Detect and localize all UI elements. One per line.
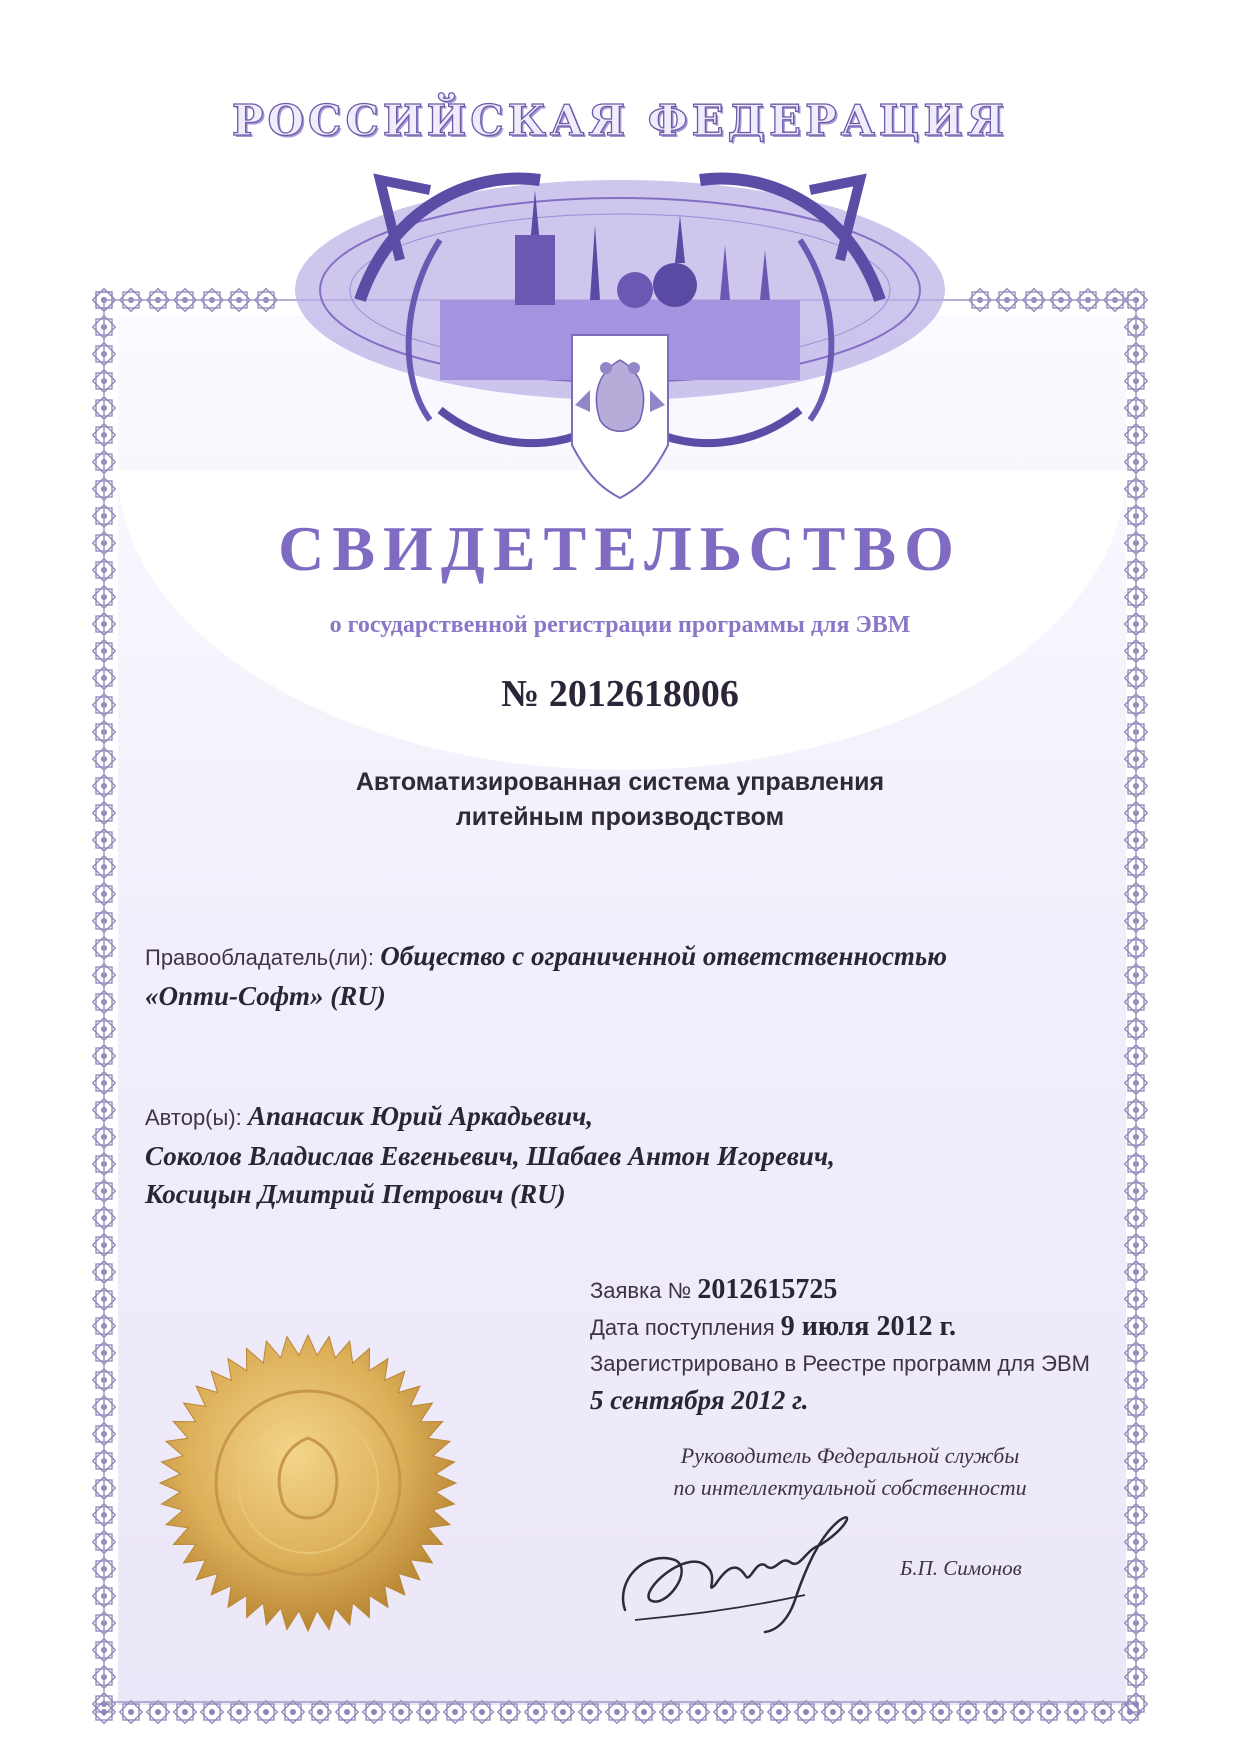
border-star	[1119, 1701, 1142, 1724]
border-star	[1092, 1701, 1115, 1724]
border-star	[876, 1701, 899, 1724]
border-star	[228, 1701, 251, 1724]
received-label: Дата поступления	[590, 1315, 775, 1340]
application-block	[590, 1272, 1110, 1418]
border-star	[741, 1701, 764, 1724]
border-star	[579, 1701, 602, 1724]
border-star	[1011, 1701, 1034, 1724]
rightholder-block	[145, 937, 1075, 1015]
gold-foil-seal-icon	[158, 1333, 458, 1633]
border-star	[444, 1701, 467, 1724]
authors-line1: Апанасик Юрий Аркадьевич,	[248, 1101, 594, 1131]
certificate-title: СВИДЕТЕЛЬСТВО	[278, 513, 962, 584]
authors-block	[145, 1097, 1075, 1213]
signer-name: Б.П. Симонов	[900, 1556, 1022, 1580]
border-star	[633, 1701, 656, 1724]
program-name-line1: Автоматизированная система управления	[355, 768, 885, 796]
handwritten-signature	[605, 1490, 875, 1640]
border-star	[849, 1701, 872, 1724]
authors-line3: Косицын Дмитрий Петрович (RU)	[145, 1179, 566, 1209]
border-star	[687, 1701, 710, 1724]
position-line1: Руководитель Федеральной службы	[680, 1443, 1020, 1468]
border-star	[795, 1701, 818, 1724]
border-star	[930, 1701, 953, 1724]
registered-date: 5 сентября 2012 г.	[590, 1385, 809, 1415]
border-star	[93, 1701, 116, 1724]
border-star	[606, 1701, 629, 1724]
kremlin-emblem	[290, 150, 950, 510]
certificate-subtitle: о государственной регистрации программы для ЭВМ	[329, 612, 911, 638]
border-star	[984, 1701, 1007, 1724]
application-label: Заявка №	[590, 1278, 692, 1303]
authors-line2: Соколов Владислав Евгеньевич, Шабаев Антон Игоревич,	[145, 1141, 835, 1171]
border-star	[174, 1701, 197, 1724]
border-star	[1038, 1701, 1061, 1724]
application-number: 2012615725	[697, 1274, 838, 1305]
border-star	[660, 1701, 683, 1724]
border-star	[768, 1701, 791, 1724]
received-date: 9 июля 2012 г.	[780, 1311, 957, 1342]
border-star	[201, 1701, 224, 1724]
border-star	[255, 1701, 278, 1724]
certificate-number: № 2012618006	[501, 673, 739, 715]
position-line2: по интеллектуальной собственности	[673, 1475, 1027, 1500]
border-star	[552, 1701, 575, 1724]
rightholder-value-line1: Общество с ограниченной ответственностью	[380, 941, 947, 971]
border-star	[417, 1701, 440, 1724]
country-heading: РОССИЙСКАЯ ФЕДЕРАЦИЯ	[231, 96, 1009, 145]
program-name	[200, 765, 1040, 835]
border-star	[957, 1701, 980, 1724]
border-star	[471, 1701, 494, 1724]
border-star	[714, 1701, 737, 1724]
border-star	[363, 1701, 386, 1724]
border-star	[1065, 1701, 1088, 1724]
border-star	[147, 1701, 170, 1724]
authors-label: Автор(ы):	[145, 1105, 242, 1130]
border-star	[336, 1701, 359, 1724]
border-star	[822, 1701, 845, 1724]
rightholder-value-line2: «Опти-Софт» (RU)	[145, 981, 386, 1011]
border-star	[390, 1701, 413, 1724]
border-star	[525, 1701, 548, 1724]
border-star	[120, 1701, 143, 1724]
registered-label: Зарегистрировано в Реестре программ для ЭВМ	[590, 1351, 1090, 1376]
border-star	[903, 1701, 926, 1724]
program-name-line2: литейным производством	[455, 803, 785, 831]
rightholder-label: Правообладатель(ли):	[145, 945, 374, 970]
border-star	[282, 1701, 305, 1724]
border-star	[498, 1701, 521, 1724]
border-star	[309, 1701, 332, 1724]
